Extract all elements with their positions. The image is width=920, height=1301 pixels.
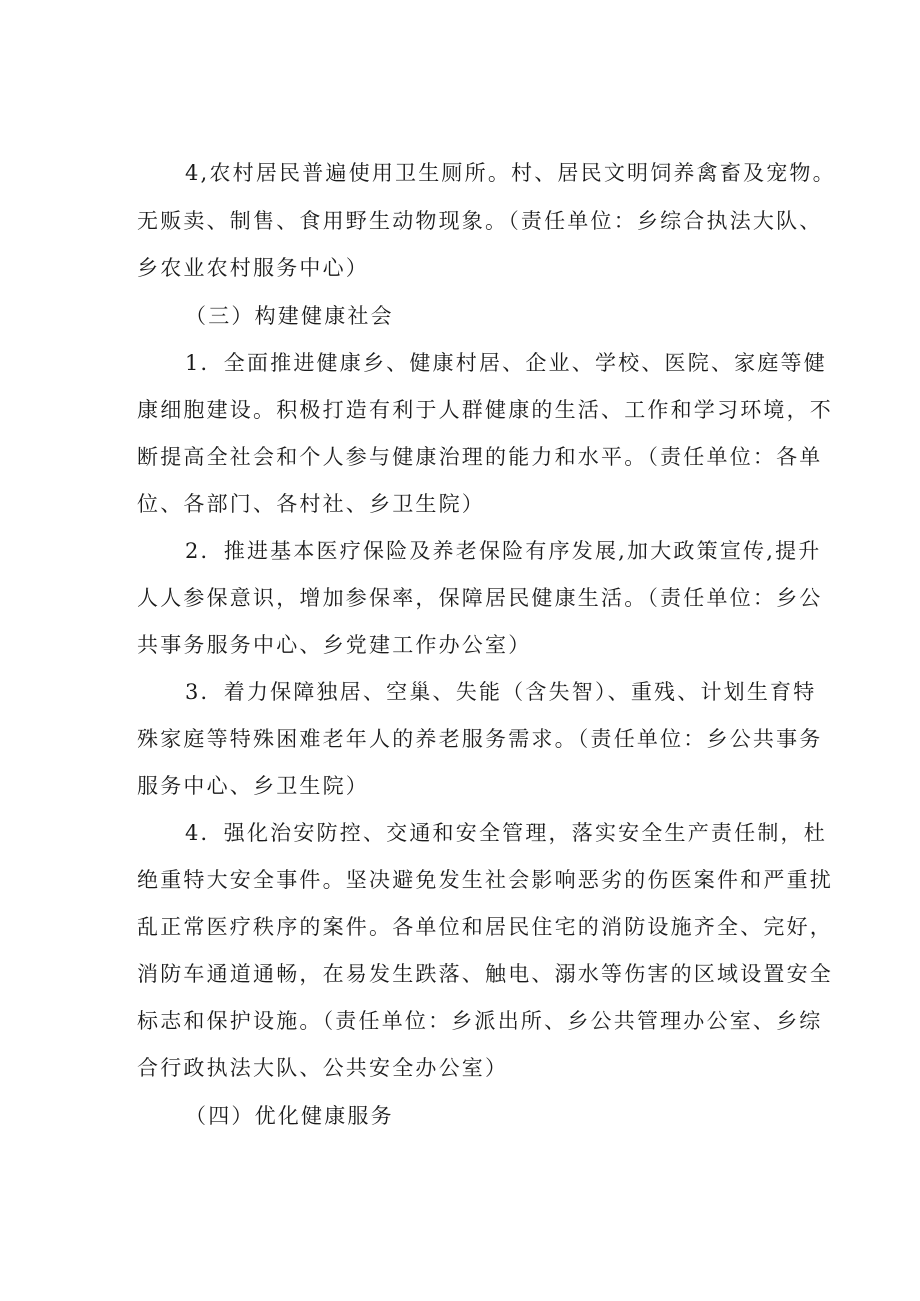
paragraph-line: 位、各部门、各村社、乡卫生院） [137, 492, 485, 516]
section-heading: （三）构建健康社会 [185, 304, 394, 328]
paragraph-line: 1．全面推进健康乡、健康村居、企业、学校、医院、家庭等健 [185, 351, 827, 375]
paragraph-line: 断提高全社会和个人参与健康治理的能力和水平。（责任单位：各单 [137, 445, 823, 469]
paragraph-line: 消防车通道通畅，在易发生跌落、触电、溺水等伤害的区域设置安全 [137, 962, 833, 986]
section-heading: （四）优化健康服务 [185, 1104, 394, 1128]
paragraph-line: 共事务服务中心、乡党建工作办公室） [137, 633, 532, 657]
paragraph-line: 绝重特大安全事件。坚决避免发生社会影响恶劣的伤医案件和严重扰 [137, 868, 833, 892]
paragraph-line: 康细胞建设。积极打造有利于人群健康的生活、工作和学习环境，不 [137, 398, 833, 422]
paragraph-line: 殊家庭等特殊困难老年人的养老服务需求。（责任单位：乡公共事务 [137, 727, 823, 751]
paragraph-line: 2．推进基本医疗保险及养老保险有序发展,加大政策宣传,提升 [185, 539, 822, 563]
paragraph-line: 标志和保护设施。（责任单位：乡派出所、乡公共管理办公室、乡综 [137, 1009, 823, 1033]
paragraph-line: 乡农业农村服务中心） [137, 256, 369, 280]
paragraph-line: 合行政执法大队、公共安全办公室） [137, 1056, 509, 1080]
paragraph-line: 4,农村居民普遍使用卫生厕所。村、居民文明饲养禽畜及宠物。 [185, 161, 836, 185]
paragraph-line: 无贩卖、制售、食用野生动物现象。（责任单位：乡综合执法大队、 [137, 209, 823, 233]
paragraph-line: 3．着力保障独居、空巢、失能（含失智）、重残、计划生育特 [185, 680, 817, 704]
paragraph-line: 乱正常医疗秩序的案件。各单位和居民住宅的消防设施齐全、完好， [137, 915, 833, 939]
paragraph-line: 4．强化治安防控、交通和安全管理，落实安全生产责任制，杜 [185, 821, 827, 845]
paragraph-line: 人人参保意识，增加参保率，保障居民健康生活。（责任单位：乡公 [137, 586, 823, 610]
paragraph-line: 服务中心、乡卫生院） [137, 774, 369, 798]
